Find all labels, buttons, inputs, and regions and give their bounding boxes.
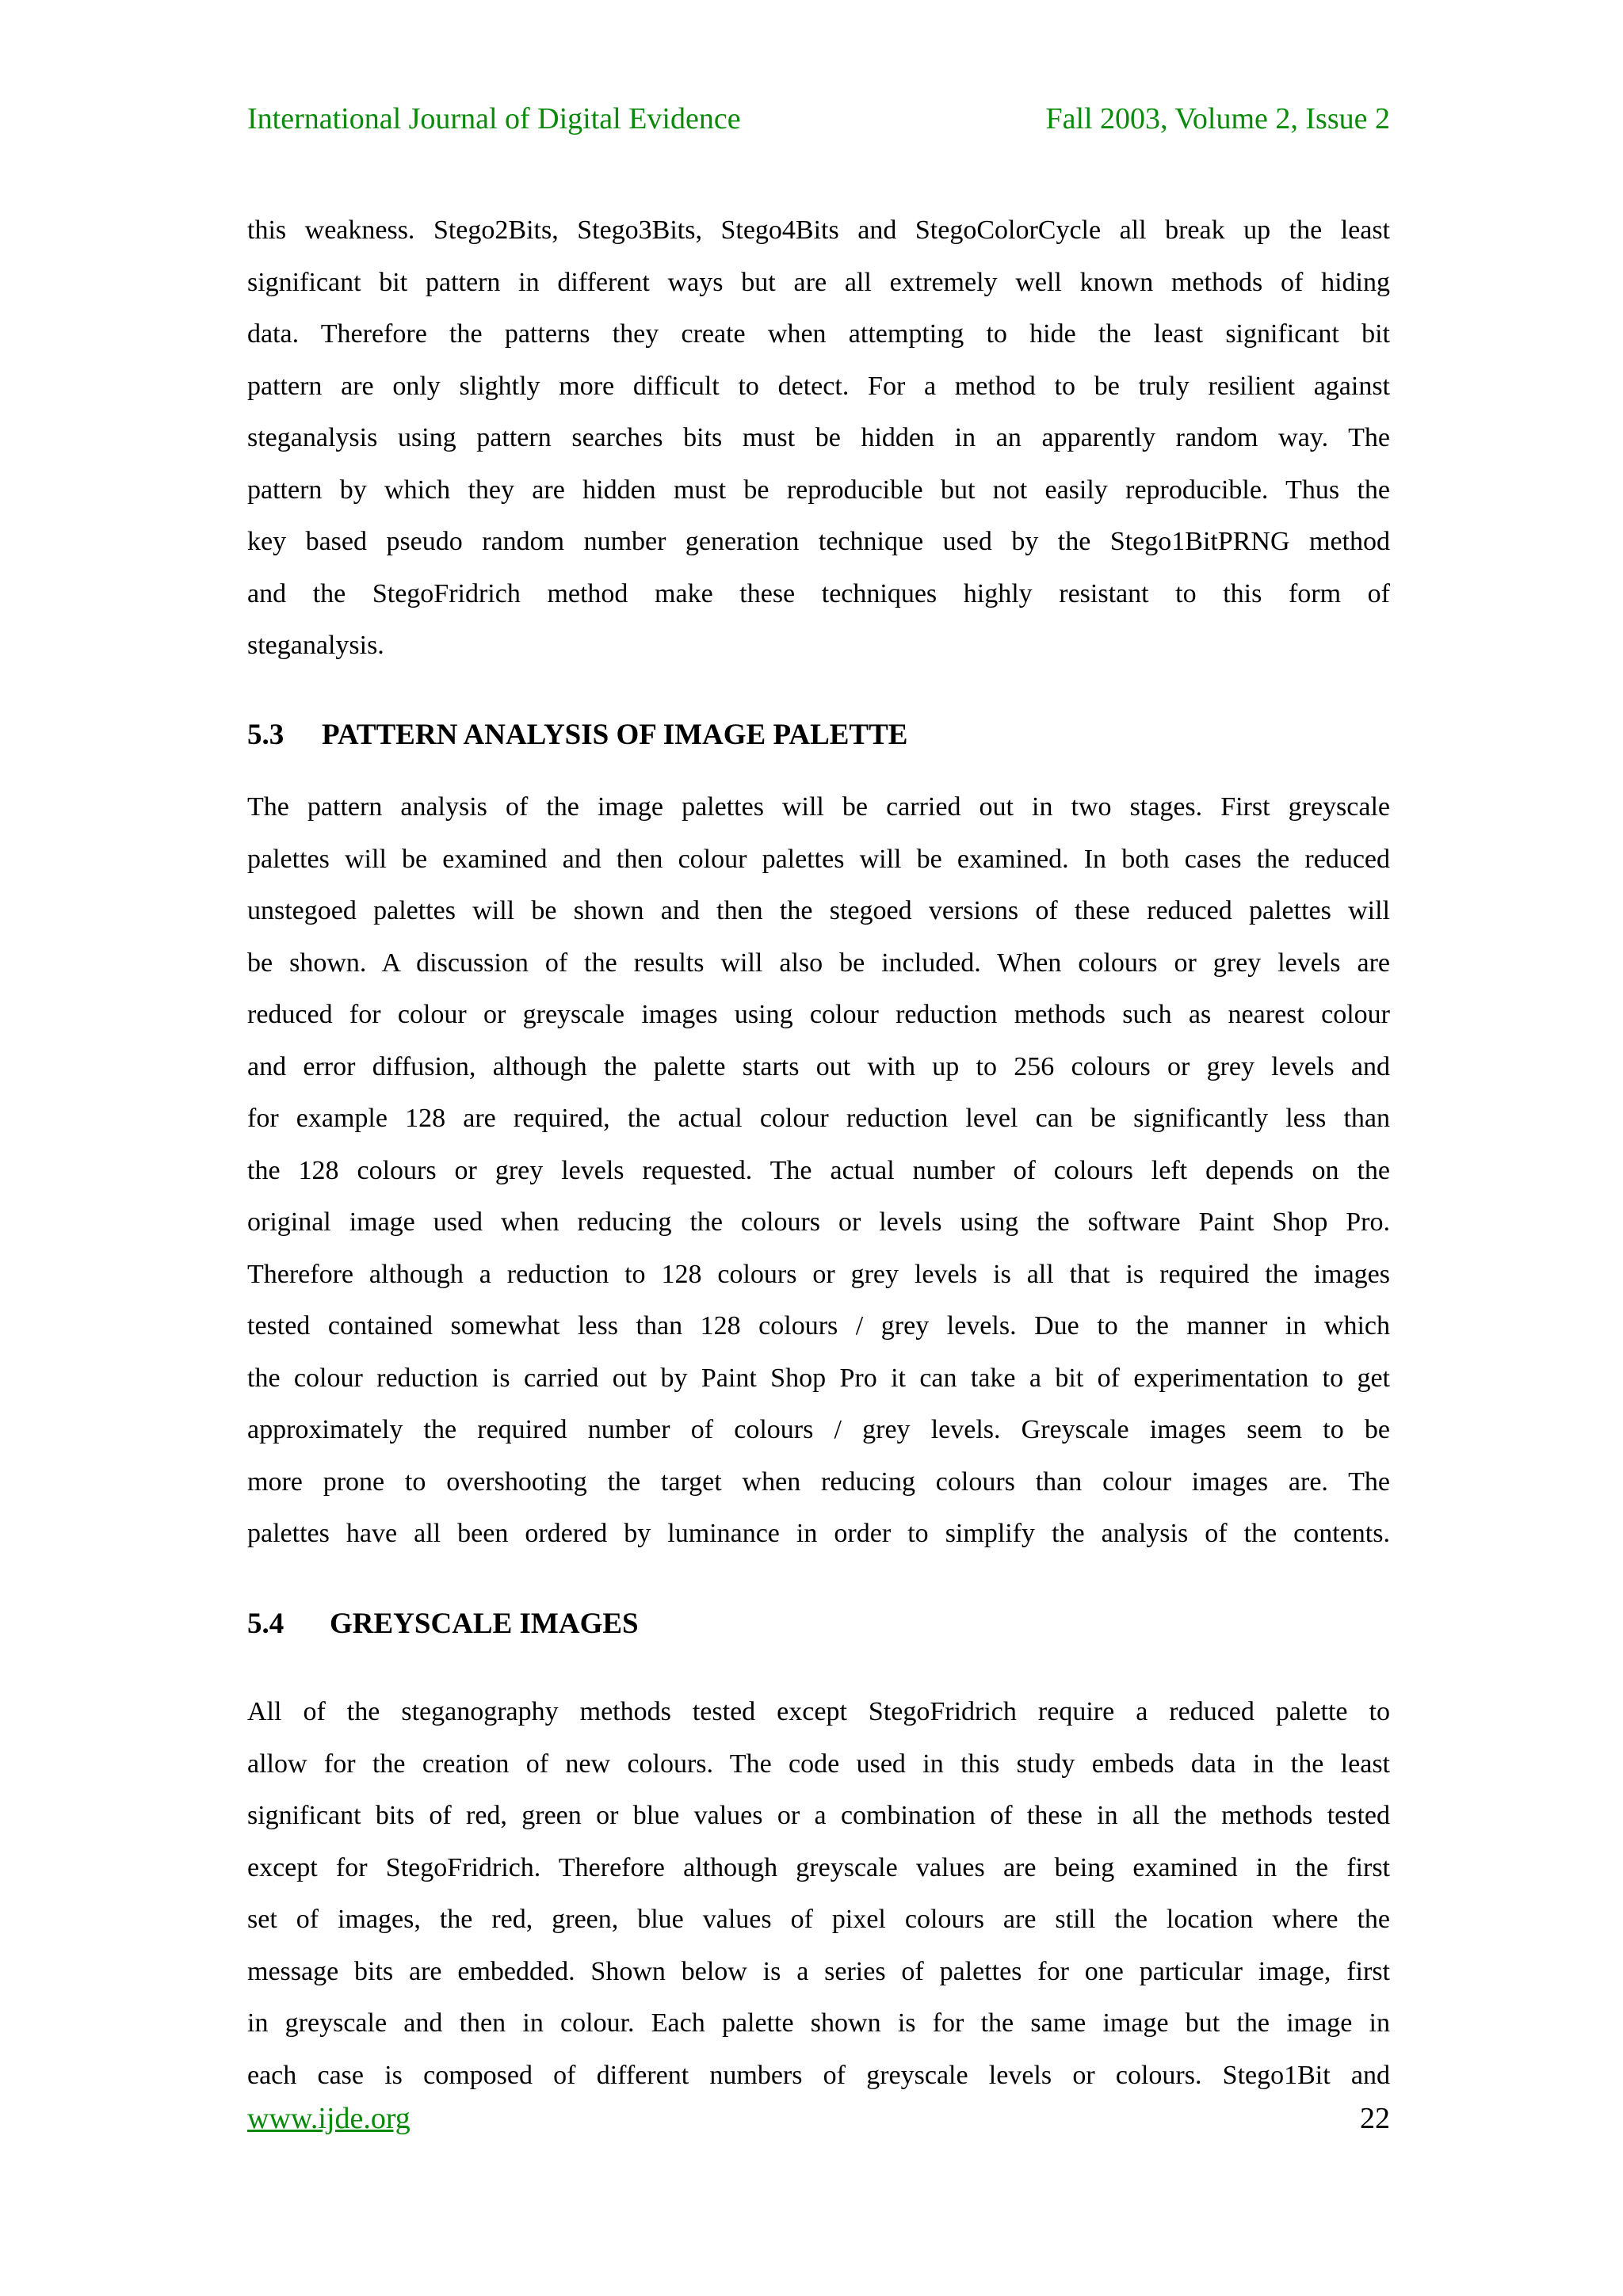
text-line: be shown. A discussion of the results will also be included. When colours or grey levels are xyxy=(247,948,1390,978)
page-footer xyxy=(247,2095,1390,2142)
paragraph xyxy=(247,204,1390,672)
text-line: All of the steganography methods tested except StegoFridrich require a reduced palette to xyxy=(247,1697,1390,1726)
text-line: message bits are embedded. Shown below is a series of palettes for one particular image, first xyxy=(247,1956,1390,1986)
text-line: pattern are only slightly more difficult to detect. For a method to be truly resilient against xyxy=(247,371,1390,401)
journal-link[interactable]: www.ijde.org xyxy=(247,2102,411,2135)
text-line: original image used when reducing the colours or levels using the software Paint Shop Pro. xyxy=(247,1207,1390,1237)
text-line: this weakness. Stego2Bits, Stego3Bits, Stego4Bits and StegoColorCycle all break up the least xyxy=(247,215,1390,245)
text-line: and the StegoFridrich method make these techniques highly resistant to this form of xyxy=(247,578,1390,608)
text-line: steganalysis using pattern searches bits must be hidden in an apparently random way. The xyxy=(247,423,1390,452)
section-number: 5.3 xyxy=(247,719,285,751)
text-line: and error diffusion, although the palette starts out with up to 256 colours or grey levels and xyxy=(247,1051,1390,1081)
text-line: tested contained somewhat less than 128 colours / grey levels. Due to the manner in which xyxy=(247,1311,1390,1341)
text-line: palettes will be examined and then colour palettes will be examined. In both cases the reduced xyxy=(247,844,1390,874)
text-line: pattern by which they are hidden must be reproducible but not easily reproducible. Thus the xyxy=(247,475,1390,505)
text-line: The pattern analysis of the image palettes will be carried out in two stages. First greyscale xyxy=(247,792,1390,822)
text-line: more prone to overshooting the target when reducing colours than colour images are. The xyxy=(247,1466,1390,1497)
text-line: key based pseudo random number generation technique used by the Stego1BitPRNG method xyxy=(247,527,1390,556)
text-line: reduced for colour or greyscale images using colour reduction methods such as nearest colour xyxy=(247,1000,1390,1029)
text-line: data. Therefore the patterns they create when attempting to hide the least significant bit xyxy=(247,319,1390,349)
text-line: significant bit pattern in different ways but are all extremely well known methods of hiding xyxy=(247,267,1390,297)
text-line: steganalysis. xyxy=(247,631,384,660)
text-line: in greyscale and then in colour. Each palette shown is for the same image but the image in xyxy=(247,2008,1390,2038)
text-line: unstegoed palettes will be shown and then the stegoed versions of these reduced palettes will xyxy=(247,896,1390,925)
text-line: the colour reduction is carried out by Paint Shop Pro it can take a bit of experimentation to get xyxy=(247,1363,1390,1393)
text-line: each case is composed of different numbers of greyscale levels or colours. Stego1Bit and xyxy=(247,2060,1390,2090)
section-heading xyxy=(247,711,907,759)
paragraph xyxy=(247,781,1390,1560)
paragraph xyxy=(247,1686,1390,2101)
text-line: except for StegoFridrich. Therefore although greyscale values are being examined in the first xyxy=(247,1852,1390,1882)
journal-title: International Journal of Digital Evidence xyxy=(247,102,741,135)
section-title: GREYSCALE IMAGES xyxy=(330,1608,639,1640)
issue-info: Fall 2003, Volume 2, Issue 2 xyxy=(1045,102,1390,135)
running-header xyxy=(247,95,1390,143)
text-line: Therefore although a reduction to 128 colours or grey levels is all that is required the images xyxy=(247,1259,1390,1289)
page-number: 22 xyxy=(1360,2102,1390,2135)
text-line: set of images, the red, green, blue values of pixel colours are still the location where the xyxy=(247,1905,1390,1934)
section-number: 5.4 xyxy=(247,1608,285,1640)
text-line: allow for the creation of new colours. The code used in this study embeds data in the least xyxy=(247,1749,1390,1779)
text-line: for example 128 are required, the actual colour reduction level can be significantly less than xyxy=(247,1104,1390,1133)
section-heading xyxy=(247,1600,639,1648)
text-line: the 128 colours or grey levels requested. The actual number of colours left depends on the xyxy=(247,1155,1390,1185)
section-title: PATTERN ANALYSIS OF IMAGE PALETTE xyxy=(322,719,908,751)
text-line: approximately the required number of colours / grey levels. Greyscale images seem to be xyxy=(247,1415,1390,1444)
text-line: significant bits of red, green or blue values or a combination of these in all the methods tested xyxy=(247,1801,1390,1830)
text-line: palettes have all been ordered by luminance in order to simplify the analysis of the contents. xyxy=(247,1519,1390,1548)
